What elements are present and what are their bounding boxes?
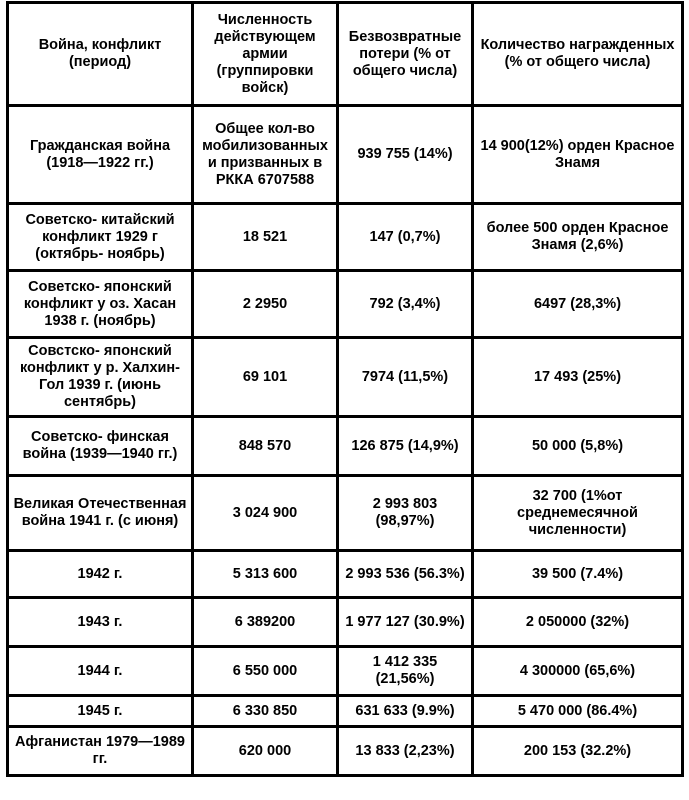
cell-army-size: 6 550 000: [193, 647, 338, 696]
table-row: [8, 696, 683, 727]
cell-army-size: 3 024 900: [193, 476, 338, 551]
table-row: [8, 106, 683, 204]
table-row: [8, 476, 683, 551]
cell-army-size: 848 570: [193, 417, 338, 476]
header-row: [8, 3, 683, 106]
header-cell-army-size: Численность действующем армии (группировки войск): [193, 3, 338, 106]
cell-war: Советско- китайский конфликт 1929 г (октябрь- ноябрь): [8, 204, 193, 271]
cell-war: 1943 г.: [8, 598, 193, 647]
table-row: [8, 598, 683, 647]
cell-awarded: 5 470 000 (86.4%): [473, 696, 683, 727]
cell-losses: 126 875 (14,9%): [338, 417, 473, 476]
cell-war: Великая Отечественная война 1941 г. (с июня): [8, 476, 193, 551]
cell-losses: 631 633 (9.9%): [338, 696, 473, 727]
cell-war: Советско- японский конфликт у оз. Хасан 1938 г. (ноябрь): [8, 271, 193, 338]
cell-army-size: 18 521: [193, 204, 338, 271]
cell-awarded: 4 300000 (65,6%): [473, 647, 683, 696]
cell-losses: 939 755 (14%): [338, 106, 473, 204]
cell-awarded: более 500 орден Красное Знамя (2,6%): [473, 204, 683, 271]
cell-awarded: 200 153 (32.2%): [473, 727, 683, 776]
cell-army-size: 6 389200: [193, 598, 338, 647]
cell-losses: 2 993 803 (98,97%): [338, 476, 473, 551]
header-cell-losses: Безвозвратные потери (% от общего числа): [338, 3, 473, 106]
cell-army-size: 620 000: [193, 727, 338, 776]
cell-losses: 792 (3,4%): [338, 271, 473, 338]
header-cell-war: Война, конфликт (период): [8, 3, 193, 106]
cell-army-size: 69 101: [193, 338, 338, 417]
cell-losses: 147 (0,7%): [338, 204, 473, 271]
cell-army-size: 6 330 850: [193, 696, 338, 727]
cell-war: Гражданская война (1918—1922 гг.): [8, 106, 193, 204]
table-row: [8, 727, 683, 776]
cell-awarded: 17 493 (25%): [473, 338, 683, 417]
cell-losses: 2 993 536 (56.3%): [338, 551, 473, 598]
cell-war: Совстско- японский конфликт у р. Халхин-Гол 1939 г. (июнь сентябрь): [8, 338, 193, 417]
table-container: [6, 1, 681, 794]
table-row: [8, 338, 683, 417]
table-row: [8, 417, 683, 476]
cell-army-size: Общее кол-во мобилизованных и призванных в РККА 6707588: [193, 106, 338, 204]
table-row: [8, 271, 683, 338]
cell-war: Афганистан 1979—1989 гг.: [8, 727, 193, 776]
table-row: [8, 647, 683, 696]
cell-awarded: 39 500 (7.4%): [473, 551, 683, 598]
cell-losses: 7974 (11,5%): [338, 338, 473, 417]
cell-awarded: 6497 (28,3%): [473, 271, 683, 338]
table-row: [8, 204, 683, 271]
cell-awarded: 50 000 (5,8%): [473, 417, 683, 476]
war-losses-table: [6, 1, 684, 777]
table-row: [8, 551, 683, 598]
header-cell-awarded: Количество награжденных (% от общего числа): [473, 3, 683, 106]
cell-losses: 1 412 335 (21,56%): [338, 647, 473, 696]
cell-awarded: 32 700 (1%от среднемесячной численности): [473, 476, 683, 551]
cell-awarded: 14 900(12%) орден Красное Знамя: [473, 106, 683, 204]
cell-losses: 1 977 127 (30.9%): [338, 598, 473, 647]
cell-awarded: 2 050000 (32%): [473, 598, 683, 647]
cell-losses: 13 833 (2,23%): [338, 727, 473, 776]
cell-war: 1942 г.: [8, 551, 193, 598]
cell-war: Советско- финская война (1939—1940 гг.): [8, 417, 193, 476]
cell-army-size: 5 313 600: [193, 551, 338, 598]
cell-war: 1944 г.: [8, 647, 193, 696]
cell-army-size: 2 2950: [193, 271, 338, 338]
cell-war: 1945 г.: [8, 696, 193, 727]
